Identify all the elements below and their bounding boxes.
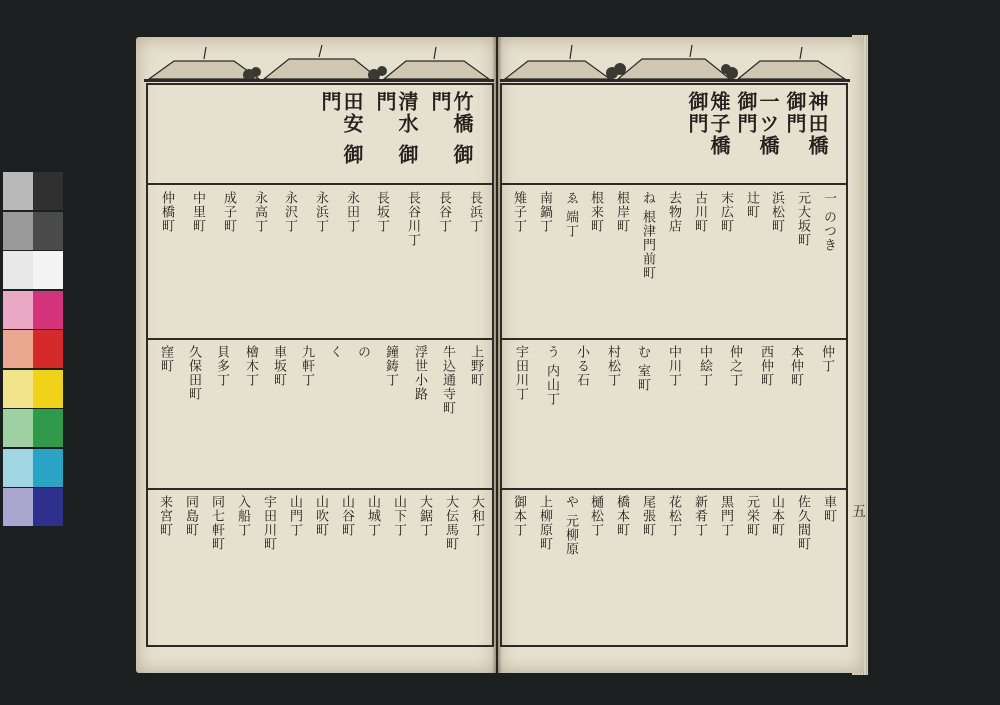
color-swatch [33, 330, 63, 368]
street-entry: 山谷町 [339, 495, 354, 537]
street-entry: 大鋸丁 [417, 495, 432, 537]
color-swatch [3, 251, 33, 289]
gate-heading: 一ツ橋 御門 [734, 91, 780, 157]
roof-illustration-right [500, 39, 850, 87]
street-entry: 宇田川丁 [513, 345, 528, 401]
street-entry: 長谷川丁 [405, 191, 420, 247]
street-entry: 永田丁 [344, 191, 359, 233]
street-entry: 檜木丁 [243, 345, 258, 387]
street-entry: 中里町 [190, 191, 205, 233]
street-entry: の [355, 345, 370, 359]
street-entry: 九軒丁 [299, 345, 314, 387]
color-swatch [33, 172, 63, 210]
color-swatch [3, 212, 33, 250]
color-swatch [33, 212, 63, 250]
street-entry: 長坂丁 [374, 191, 389, 233]
street-entry: 貝多丁 [214, 345, 229, 387]
street-entry: 牛込通寺町 [440, 345, 455, 415]
street-entry: 仲之丁 [727, 345, 742, 387]
street-entry: 新肴丁 [692, 495, 707, 537]
gate-heading: 雉子橋 御門 [685, 91, 731, 157]
right-page-folio: 五 [852, 504, 866, 520]
street-entry: 辻町 [744, 191, 759, 219]
color-swatch [3, 449, 33, 487]
street-entry: 長谷丁 [436, 191, 451, 233]
street-entry: 佐久間町 [795, 495, 810, 551]
street-entry: 古川町 [692, 191, 707, 233]
color-calibration-chart [3, 172, 63, 530]
street-entry: 車坂町 [271, 345, 286, 387]
street-entry: 宇田川町 [261, 495, 276, 551]
roof-illustration-left [144, 39, 494, 87]
left-header-rule [146, 183, 492, 185]
street-entry: 山下丁 [391, 495, 406, 537]
right-header-rule [500, 183, 846, 185]
street-entry: 橋本町 [614, 495, 629, 537]
street-entry: 山吹町 [313, 495, 328, 537]
street-entry: 中川丁 [666, 345, 681, 387]
street-entry: 元大坂町 [795, 191, 810, 247]
color-swatch [3, 330, 33, 368]
street-entry: 永浜丁 [313, 191, 328, 233]
street-entry: 黒門丁 [718, 495, 733, 537]
street-entry: 久保田町 [186, 345, 201, 401]
street-entry: く [327, 345, 342, 359]
street-entry: 樋松丁 [588, 495, 603, 537]
street-entry: む 室町 [635, 345, 650, 393]
open-book [134, 33, 870, 681]
street-entry: ゑ 端丁 [563, 191, 578, 239]
street-entry: 元栄町 [744, 495, 759, 537]
color-swatch [3, 291, 33, 329]
street-entry: 来宮町 [157, 495, 172, 537]
street-entry: 同島町 [183, 495, 198, 537]
street-entry: 車町 [821, 495, 836, 523]
street-entry: ね 根津門前町 [640, 191, 655, 281]
street-entry: 去物店 [666, 191, 681, 233]
gate-heading: 神田橋 御門 [783, 91, 829, 157]
street-entry: 山門丁 [287, 495, 302, 537]
street-entry: 成子町 [221, 191, 236, 233]
color-swatch [3, 409, 33, 447]
color-swatch [33, 488, 63, 526]
street-entry: 中絵丁 [697, 345, 712, 387]
street-entry: 仲橋町 [159, 191, 174, 233]
street-entry: 仲丁 [819, 345, 834, 373]
street-entry: 浜松町 [769, 191, 784, 233]
color-swatch [3, 488, 33, 526]
street-entry: 根来町 [588, 191, 603, 233]
street-entry: 入船丁 [235, 495, 250, 537]
color-swatch [33, 449, 63, 487]
street-entry: 鐘鋳丁 [383, 345, 398, 387]
street-entry: 上野町 [468, 345, 483, 387]
street-entry: 上柳原町 [537, 495, 552, 551]
gate-heading: 清水 御門 [373, 91, 419, 166]
left-row-rule-1 [146, 338, 492, 340]
street-entry: 花松丁 [666, 495, 681, 537]
street-entry: 永高丁 [252, 191, 267, 233]
street-entry: 山本町 [769, 495, 784, 537]
street-entry: 末広町 [718, 191, 733, 233]
street-entry: 大和丁 [469, 495, 484, 537]
street-entry: 長浜丁 [467, 191, 482, 233]
street-entry: 御本丁 [511, 495, 526, 537]
street-entry: や 元柳原 [563, 495, 578, 557]
street-entry: 大伝馬町 [443, 495, 458, 551]
street-entry: 同七軒町 [209, 495, 224, 551]
street-entry: う 内山丁 [544, 345, 559, 407]
street-entry: 小る石 [574, 345, 589, 387]
right-row-rule-1 [500, 338, 846, 340]
color-swatch [33, 409, 63, 447]
street-entry: 永沢丁 [282, 191, 297, 233]
street-entry: 南鍋丁 [537, 191, 552, 233]
street-entry: 浮世小路 [412, 345, 427, 401]
right-row-rule-2 [500, 488, 846, 490]
gate-heading: 竹橋 御門 [428, 91, 474, 166]
color-swatch [33, 370, 63, 408]
street-entry: 根岸町 [614, 191, 629, 233]
street-entry: 尾張町 [640, 495, 655, 537]
color-swatch [33, 291, 63, 329]
street-entry: 雉子丁 [511, 191, 526, 233]
street-entry: 村松丁 [605, 345, 620, 387]
street-entry: 西仲町 [758, 345, 773, 387]
gate-heading: 田安 御門 [318, 91, 364, 166]
color-swatch [3, 370, 33, 408]
left-row-rule-2 [146, 488, 492, 490]
street-entry: 本仲町 [788, 345, 803, 387]
street-entry: 一 のつき [821, 191, 836, 253]
street-entry: 山城丁 [365, 495, 380, 537]
street-entry: 窪町 [158, 345, 173, 373]
color-swatch [33, 251, 63, 289]
color-swatch [3, 172, 33, 210]
